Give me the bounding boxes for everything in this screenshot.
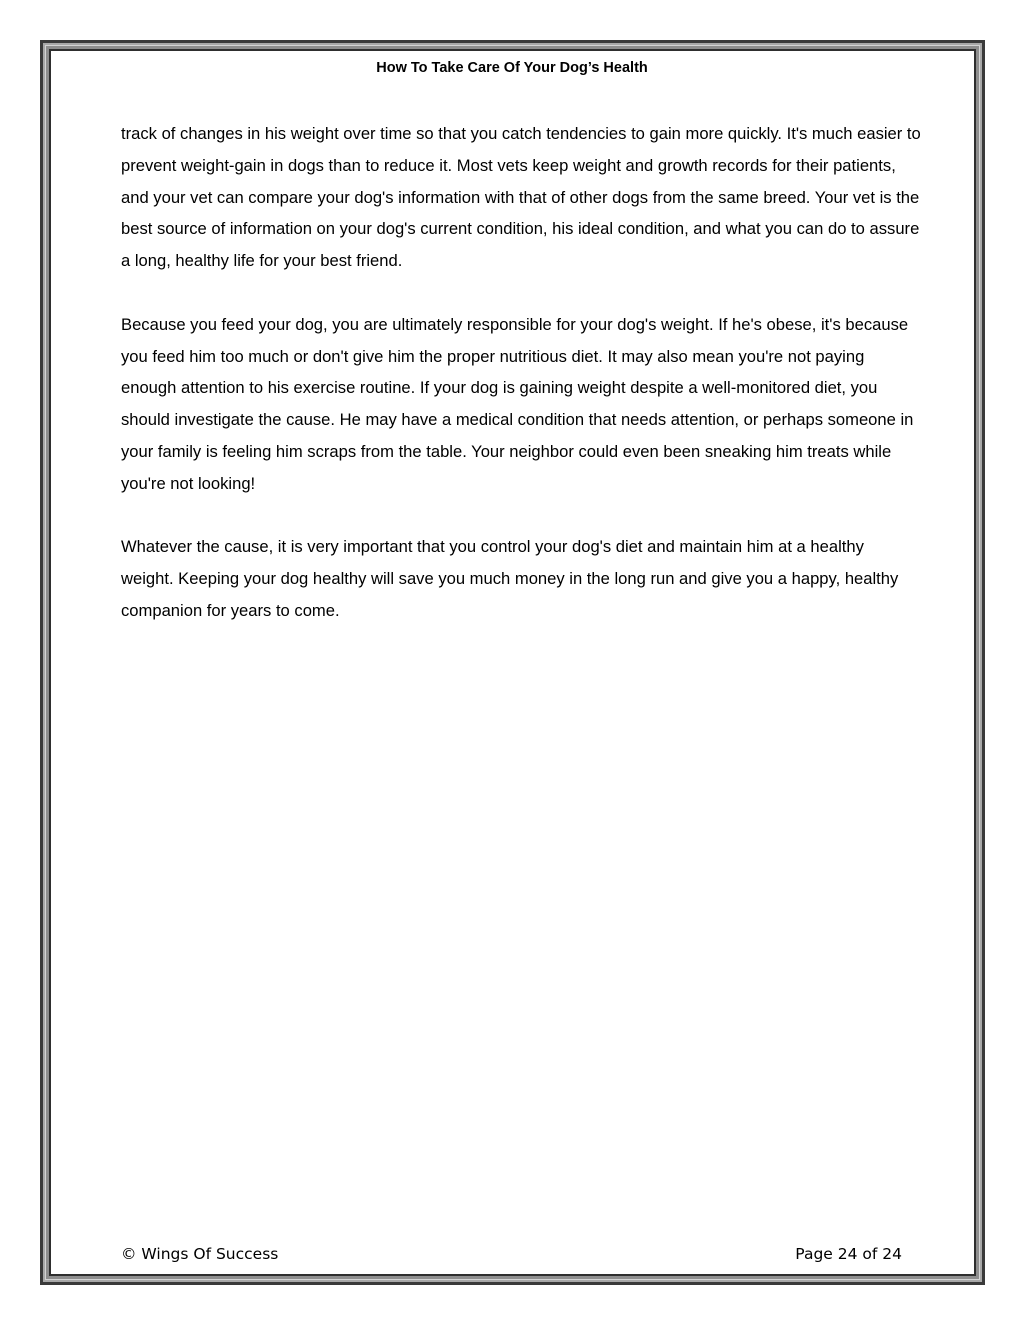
page-header-title: How To Take Care Of Your Dog’s Health: [376, 60, 648, 76]
paragraph-1: track of changes in his weight over time so that you catch tendencies to gain more quickly. It's much easier to prevent weight-gain in dogs than to reduce it. Most vets keep weight and growth records for their patients, and your vet can compare your dog's information with that of other dogs from the same breed. Your vet is the best source of information on your dog's current condition, his ideal condition, and what you can do to assure a long, healthy life for your best friend.: [121, 124, 921, 271]
paragraph-3: Whatever the cause, it is very important that you control your dog's diet and maintain him at a healthy weight. Keeping your dog healthy will save you much money in the long run and give you a happy, healthy companion for years to come.: [121, 537, 899, 620]
footer-page-number: Page 24 of 24: [795, 1245, 902, 1263]
footer-copyright: © Wings Of Success: [121, 1245, 279, 1263]
paragraph-2: Because you feed your dog, you are ultimately responsible for your dog's weight. If he's obese, it's because you feed him too much or don't give him the proper nutritious diet. It may also mean you're not paying enough attention to his exercise routine. If your dog is gaining weight despite a well-monitored diet, you should investigate the cause. He may have a medical condition that needs attention, or perhaps someone in your family is feeling him scraps from the table. Your neighbor could even been sneaking him treats while you're not looking!: [121, 314, 914, 493]
body-text: [121, 118, 921, 659]
